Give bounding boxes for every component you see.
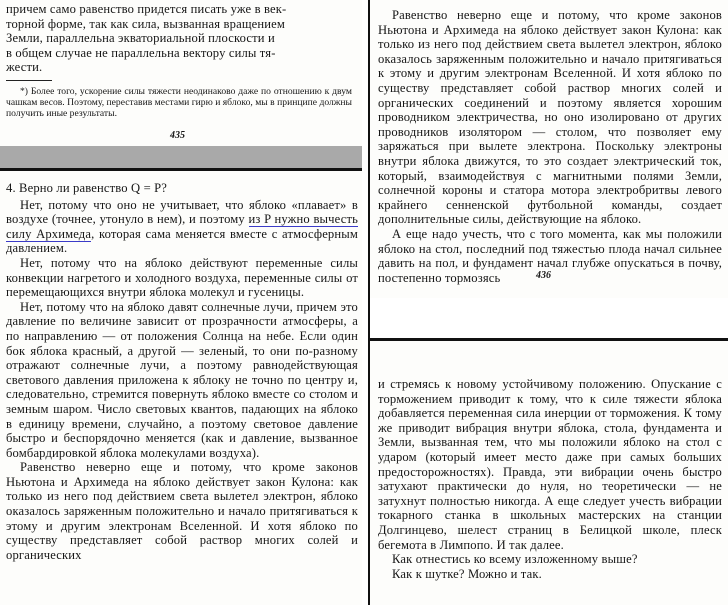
scan-top-left <box>0 0 362 146</box>
paragraph: Нет, потому что на яблоко действуют переменные силы конвекции нагретого и холодного воздуха, переменные силы от перемещающихся внутри яблока молекул и гусеницы. <box>6 255 358 300</box>
text-line: Земли, параллельна экваториальной плоскости и <box>6 31 275 46</box>
paragraph-text: , которая сама меняется вместе с атмосферным давлением. <box>6 226 359 256</box>
paragraph: Как отнестись ко всему изложенному выше? <box>392 552 638 567</box>
scan-top-right <box>370 0 728 298</box>
paragraph: Равенство неверно еще и потому, что кроме законов Ньютона и Архимеда на яблоко действует закон Кулона: как только из него под действием света вылетел электрон, яблоко оказалось заряженным положительно и начало притягиваться к этому и другим электронам Вселенной. И хотя яблоко по существу представляет собой раствор многих солей и органических <box>6 460 358 562</box>
text-line: жести. <box>6 60 43 75</box>
underlined-text: из P нужно вычесть силу Архимеда <box>6 212 358 241</box>
scan-bottom-right <box>370 341 728 605</box>
paragraph-text: Нет, потому что оно не учитывает, что яблоко «плавает» в воздухе (точнее, утонуло в нем), и поэтому <box>6 197 358 227</box>
paragraph: Как к шутке? Можно и так. <box>392 566 542 581</box>
paragraph: Равенство неверно еще и потому, что кроме законов Ньютона и Архимеда на яблоко действует закон Кулона: как только из него под действием света вылетел электрон, яблоко оказалось заряженным положительно и начало притягиваться к этому и другим электронам Вселенной. И хотя яблоко по существу представляет собой раствор многих солей и органических соединений и поэтому является хорошим проводником электричества, но оно изолировано от других проводников изолятором — столом, что позволяет ему заряжаться при вылете электрона. Поскольку электроны внутри яблока движутся, то это создает электрический ток, который, взаимодействуя с магнитными полями Земли, солнечной короны и статора мотора электробритвы левого крайнего сенненской футбольной команды, создает дополнительные силы, действующие на яблоко. <box>378 8 722 227</box>
footnote: *) Более того, ускорение силы тяжести неодинаково даже по отношению к двум чашкам весов. Поэтому, переставив местами гирю и яблоко, мы в принципе должны получить иные результаты. <box>6 86 352 119</box>
footnote-rule <box>6 80 52 81</box>
paragraph: и стремясь к новому устойчивому положению. Опускание с торможением приводит к тому, что к силе тяжести яблока добавляется переменная сила инерции от торможения. К тому же приводит вибрация внутри яблока, стола, фундамента и Земли, вызванная тем, что мы положили яблоко на стол с ударом (который имеет место даже при самых больших предосторожностях). Правда, эти вибрации очень быстро затухают практически до нуля, но теоретически — не затухнут полностью никогда. А еще следует учесть вибрации токарного станка в школьных мастерских на станции Долгинцево, шелест страниц в Белицкой школе, плеск бегемота в Лимпопо. И так далее. <box>378 377 722 552</box>
scan-gap-right <box>370 298 728 338</box>
scan-bottom-left <box>0 171 362 605</box>
paragraph: Нет, потому что на яблоко давят солнечные лучи, причем это давление по величине зависит от прозрачности атмосферы, а по направлению — от положения Солнца на небе. Если один бок яблока красный, а другой — зеленый, то они по-разному отражают солнечные лучи, а поэтому равнодействующая светового давления приложена к яблоку не точно по центру и, следовательно, стремится повернуть яблоко вместе со столом и земным шаром. Число световых квантов, падающих на яблоко в единицу времени, случайно, а поэтому световое давление быстро и беспорядочно меняется (как и давление, вызванное бомбардировкой яблока молекулами воздуха). <box>6 299 358 460</box>
top-right-text <box>378 8 722 285</box>
page-number: 436 <box>536 270 551 281</box>
text-line: причем само равенство придется писать уже в век- <box>6 2 287 16</box>
paragraph <box>6 198 358 256</box>
text-line: в общем случае не параллельна вектору силы тя- <box>6 45 276 60</box>
bottom-right-text <box>378 377 722 581</box>
page-number: 435 <box>170 130 185 141</box>
section-heading: 4. Верно ли равенство Q = P? <box>6 181 168 195</box>
top-left-text <box>6 2 358 75</box>
text-line: торной форме, так как сила, вызванная вращением <box>6 16 286 31</box>
bottom-left-text <box>6 181 358 562</box>
scan-gap-left <box>0 146 362 168</box>
paragraph: А еще надо учесть, что с того момента, как мы положили яблоко на стол, последний под тяжестью плода начал сильнее давить на пол, и фундамент начал глубже опускаться в почву, постепенно тормозясь <box>378 226 722 285</box>
